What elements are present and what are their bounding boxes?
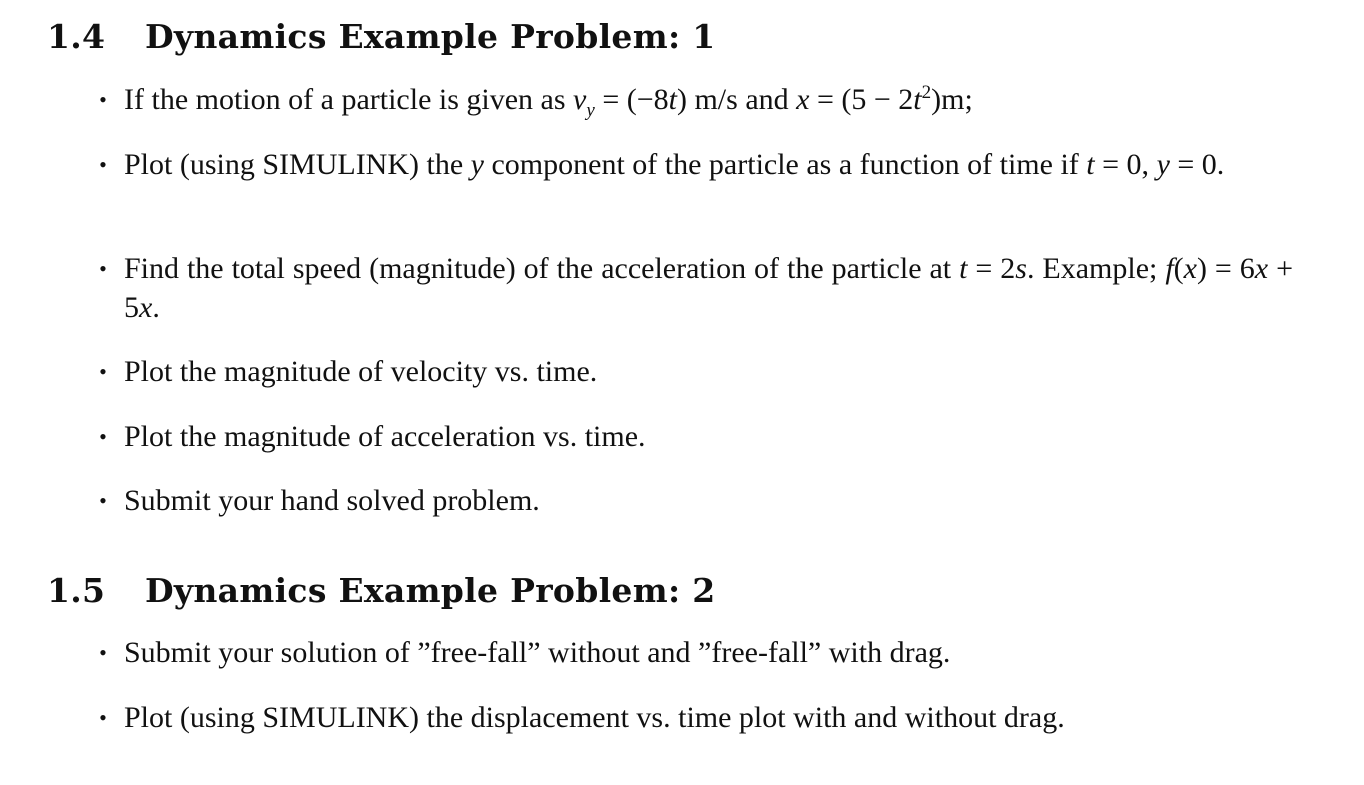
bullet-icon: • bbox=[99, 640, 107, 665]
list-item bbox=[91, 352, 1293, 391]
bullet-icon: • bbox=[99, 488, 107, 513]
item-text: Submit your solution of ”free-fall” without and ”free-fall” with drag. bbox=[124, 636, 951, 669]
section-title: Dynamics Example Problem: 2 bbox=[145, 571, 716, 610]
list-item bbox=[91, 698, 1293, 737]
section-number: 1.4 bbox=[47, 17, 106, 56]
list-item bbox=[91, 481, 1293, 520]
list-item bbox=[91, 80, 1293, 119]
bullet-icon: • bbox=[99, 152, 107, 177]
bullet-icon: • bbox=[99, 87, 107, 112]
bullet-icon: • bbox=[99, 256, 107, 281]
item-text: Plot (using SIMULINK) the y component of the particle as a function of time if t = 0, y = 0. bbox=[124, 148, 1225, 181]
bullet-icon: • bbox=[99, 705, 107, 730]
list-item bbox=[91, 145, 1293, 184]
bullet-icon: • bbox=[99, 359, 107, 384]
item-text: Plot (using SIMULINK) the displacement vs. time plot with and without drag. bbox=[124, 701, 1065, 734]
bullet-icon: • bbox=[99, 424, 107, 449]
section-heading-1-5 bbox=[47, 571, 715, 611]
item-text: Plot the magnitude of acceleration vs. time. bbox=[124, 420, 646, 453]
item-text: Plot the magnitude of velocity vs. time. bbox=[124, 355, 598, 388]
list-item bbox=[91, 249, 1293, 327]
item-text: Find the total speed (magnitude) of the acceleration of the particle at t = 2s. Example; f(x) = 6x + 5x. bbox=[124, 252, 1293, 324]
section-heading-1-4 bbox=[47, 17, 715, 57]
list-item bbox=[91, 417, 1293, 456]
list-item bbox=[91, 633, 1293, 672]
item-text: If the motion of a particle is given as $v_y = (-8t)$ m/s and $x = (5 - 2t^2)m$; bbox=[124, 82, 973, 121]
section-number: 1.5 bbox=[47, 571, 106, 610]
item-text: Submit your hand solved problem. bbox=[124, 484, 540, 517]
section-title: Dynamics Example Problem: 1 bbox=[145, 17, 716, 56]
